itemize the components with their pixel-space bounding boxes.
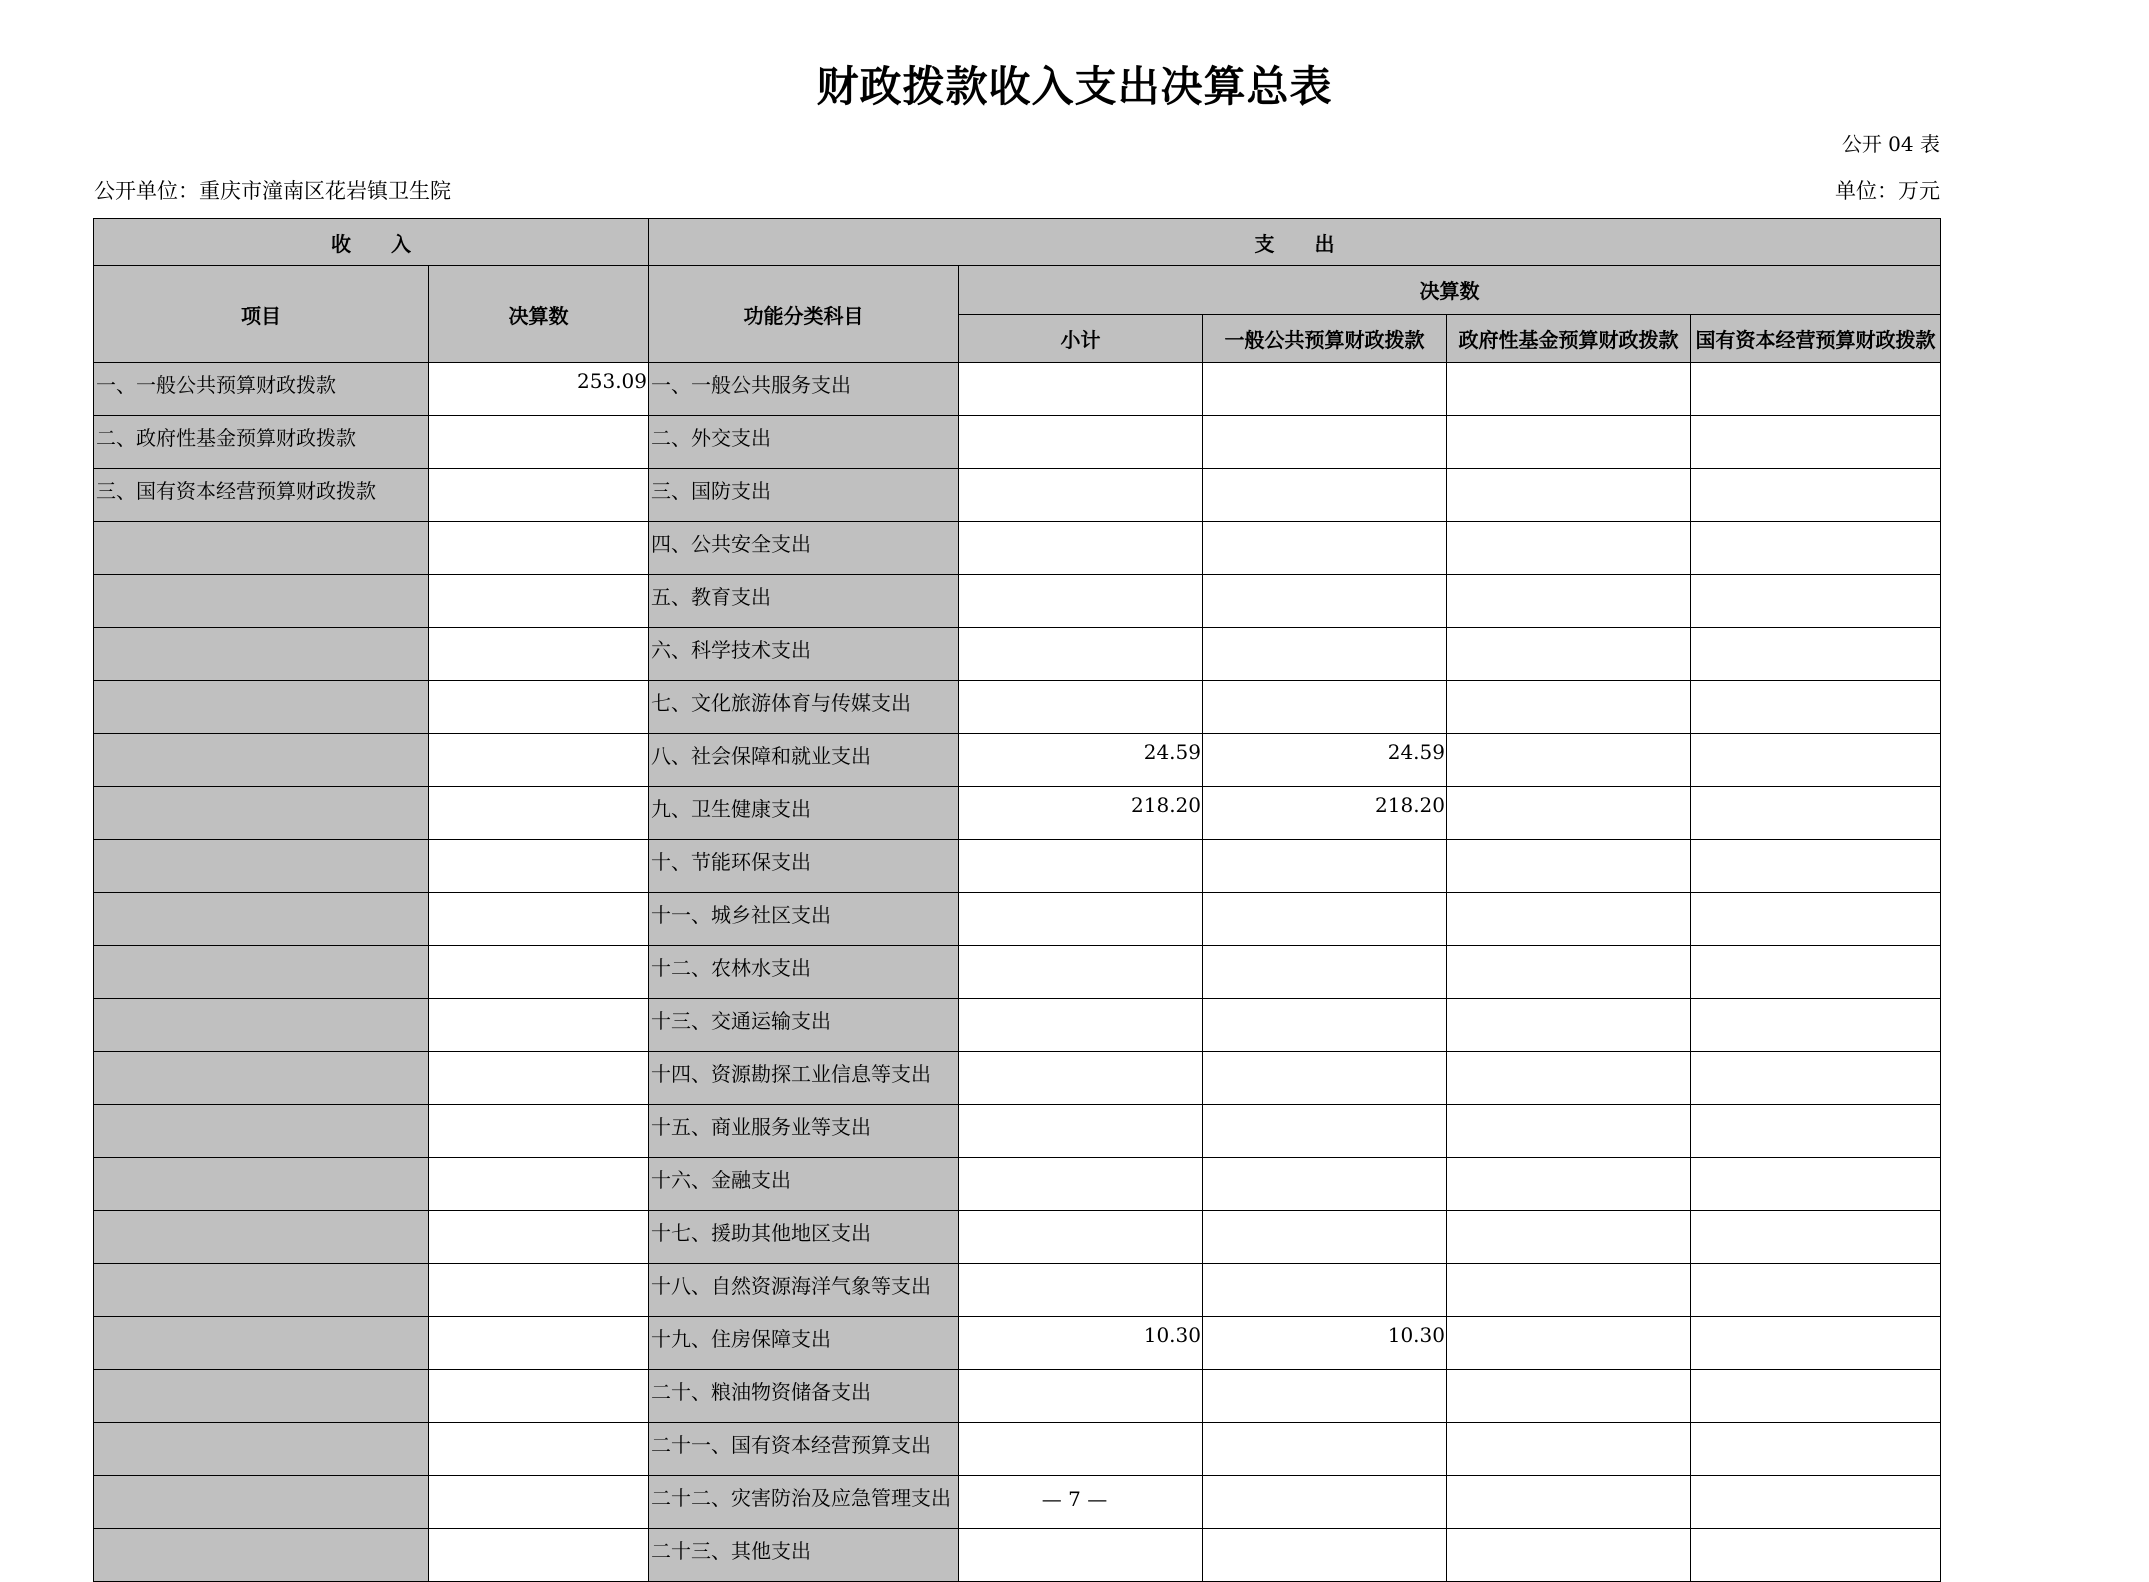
subtotal-cell <box>959 628 1203 681</box>
expense-header: 支 出 <box>649 219 1941 266</box>
income-value-cell <box>429 1211 649 1264</box>
state-capital-cell <box>1691 628 1941 681</box>
subtotal-cell <box>959 522 1203 575</box>
general-budget-cell <box>1203 946 1447 999</box>
subtotal-cell <box>959 1052 1203 1105</box>
state-capital-cell <box>1691 363 1941 416</box>
general-budget-cell <box>1203 469 1447 522</box>
income-item-cell <box>94 1370 429 1423</box>
income-item-cell <box>94 1105 429 1158</box>
subtotal-cell <box>959 1105 1203 1158</box>
general-budget-cell <box>1203 1211 1447 1264</box>
income-value-cell <box>429 469 649 522</box>
general-budget-cell <box>1203 893 1447 946</box>
general-budget-cell <box>1203 1423 1447 1476</box>
general-budget-cell <box>1203 1158 1447 1211</box>
expense-item-cell: 八、社会保障和就业支出 <box>649 734 959 787</box>
income-item-cell <box>94 522 429 575</box>
expense-amount-header: 决算数 <box>959 266 1941 315</box>
expense-item-cell: 十六、金融支出 <box>649 1158 959 1211</box>
subtotal-cell: 24.59 <box>959 734 1203 787</box>
general-budget-cell <box>1203 1370 1447 1423</box>
general-budget-cell <box>1203 416 1447 469</box>
income-item-cell <box>94 1317 429 1370</box>
table-row <box>94 1370 1941 1423</box>
table-row <box>94 1052 1941 1105</box>
table-row <box>94 1317 1941 1370</box>
subtotal-cell <box>959 681 1203 734</box>
gov-fund-header: 政府性基金预算财政拨款 <box>1447 314 1691 363</box>
subtotal-cell <box>959 1423 1203 1476</box>
income-value-cell <box>429 840 649 893</box>
income-item-cell: 一、一般公共预算财政拨款 <box>94 363 429 416</box>
income-amount-header: 决算数 <box>429 266 649 363</box>
income-item-cell <box>94 1052 429 1105</box>
income-item-cell <box>94 1158 429 1211</box>
general-budget-cell: 10.30 <box>1203 1317 1447 1370</box>
state-capital-cell <box>1691 1158 1941 1211</box>
gov-fund-cell <box>1447 1158 1691 1211</box>
table-row <box>94 363 1941 416</box>
table-row <box>94 1211 1941 1264</box>
income-value-cell <box>429 999 649 1052</box>
state-capital-cell <box>1691 893 1941 946</box>
gov-fund-cell <box>1447 893 1691 946</box>
state-capital-cell <box>1691 522 1941 575</box>
income-value-cell <box>429 893 649 946</box>
general-budget-cell <box>1203 1105 1447 1158</box>
gov-fund-cell <box>1447 1211 1691 1264</box>
general-budget-cell <box>1203 999 1447 1052</box>
state-capital-cell <box>1691 1105 1941 1158</box>
state-capital-cell <box>1691 999 1941 1052</box>
income-value-cell <box>429 1052 649 1105</box>
gov-fund-cell <box>1447 1423 1691 1476</box>
form-number: 公开 04 表 <box>1841 132 1940 156</box>
gov-fund-cell <box>1447 1052 1691 1105</box>
income-value-cell <box>429 628 649 681</box>
subtotal-cell <box>959 840 1203 893</box>
gov-fund-cell <box>1447 416 1691 469</box>
subtotal-cell <box>959 469 1203 522</box>
income-item-cell <box>94 575 429 628</box>
gov-fund-cell <box>1447 1529 1691 1582</box>
expense-item-cell: 二十、粮油物资储备支出 <box>649 1370 959 1423</box>
subtotal-cell <box>959 946 1203 999</box>
expense-item-cell: 十、节能环保支出 <box>649 840 959 893</box>
income-value-cell <box>429 1105 649 1158</box>
gov-fund-cell <box>1447 946 1691 999</box>
general-budget-cell: 218.20 <box>1203 787 1447 840</box>
page-title: 财政拨款收入支出决算总表 <box>816 62 1333 111</box>
table-row <box>94 628 1941 681</box>
expense-item-cell: 六、科学技术支出 <box>649 628 959 681</box>
expense-item-cell: 十二、农林水支出 <box>649 946 959 999</box>
state-capital-cell <box>1691 1370 1941 1423</box>
state-capital-cell <box>1691 469 1941 522</box>
table-body <box>94 363 1941 1582</box>
general-budget-cell <box>1203 840 1447 893</box>
table-row <box>94 840 1941 893</box>
income-value-cell <box>429 575 649 628</box>
state-capital-cell <box>1691 1423 1941 1476</box>
expense-item-cell: 四、公共安全支出 <box>649 522 959 575</box>
state-capital-cell <box>1691 1052 1941 1105</box>
income-value-cell: 253.09 <box>429 363 649 416</box>
subtotal-cell <box>959 363 1203 416</box>
gov-fund-cell <box>1447 469 1691 522</box>
page-number: — 7 — <box>1041 1487 1108 1511</box>
table-row <box>94 1105 1941 1158</box>
general-budget-cell <box>1203 363 1447 416</box>
table-row <box>94 416 1941 469</box>
expense-item-cell: 十四、资源勘探工业信息等支出 <box>649 1052 959 1105</box>
expense-item-cell: 二十三、其他支出 <box>649 1529 959 1582</box>
state-capital-header: 国有资本经营预算财政拨款 <box>1691 314 1941 363</box>
gov-fund-cell <box>1447 1264 1691 1317</box>
expense-item-cell: 十五、商业服务业等支出 <box>649 1105 959 1158</box>
general-budget-cell <box>1203 575 1447 628</box>
subtotal-cell <box>959 1264 1203 1317</box>
income-value-cell <box>429 681 649 734</box>
general-budget-cell <box>1203 1052 1447 1105</box>
general-budget-cell <box>1203 522 1447 575</box>
subtotal-cell <box>959 1211 1203 1264</box>
subtotal-cell <box>959 893 1203 946</box>
gov-fund-cell <box>1447 1370 1691 1423</box>
income-item-cell <box>94 681 429 734</box>
income-value-cell <box>429 522 649 575</box>
state-capital-cell <box>1691 416 1941 469</box>
subtotal-cell <box>959 416 1203 469</box>
table-row <box>94 946 1941 999</box>
table-row <box>94 1158 1941 1211</box>
budget-table <box>93 218 1941 1582</box>
state-capital-cell <box>1691 681 1941 734</box>
income-value-cell <box>429 787 649 840</box>
income-item-cell <box>94 840 429 893</box>
subtotal-cell <box>959 575 1203 628</box>
expense-item-cell: 十一、城乡社区支出 <box>649 893 959 946</box>
gov-fund-cell <box>1447 1317 1691 1370</box>
table-row <box>94 469 1941 522</box>
income-item-cell: 二、政府性基金预算财政拨款 <box>94 416 429 469</box>
function-category-header: 功能分类科目 <box>649 266 959 363</box>
subtotal-header: 小计 <box>959 314 1203 363</box>
income-item-cell <box>94 734 429 787</box>
state-capital-cell <box>1691 1317 1941 1370</box>
expense-item-cell: 七、文化旅游体育与传媒支出 <box>649 681 959 734</box>
income-item-cell <box>94 1264 429 1317</box>
income-value-cell <box>429 1317 649 1370</box>
income-item-cell <box>94 628 429 681</box>
table-row <box>94 999 1941 1052</box>
income-item-cell <box>94 893 429 946</box>
income-value-cell <box>429 1158 649 1211</box>
gov-fund-cell <box>1447 628 1691 681</box>
state-capital-cell <box>1691 946 1941 999</box>
reporting-unit: 公开单位：重庆市潼南区花岩镇卫生院 <box>94 179 451 203</box>
state-capital-cell <box>1691 1529 1941 1582</box>
gov-fund-cell <box>1447 840 1691 893</box>
income-value-cell <box>429 1370 649 1423</box>
gov-fund-cell <box>1447 1105 1691 1158</box>
item-header: 项目 <box>94 266 429 363</box>
expense-item-cell: 十三、交通运输支出 <box>649 999 959 1052</box>
table-row <box>94 575 1941 628</box>
general-budget-cell <box>1203 1264 1447 1317</box>
income-value-cell <box>429 416 649 469</box>
state-capital-cell <box>1691 787 1941 840</box>
expense-item-cell: 九、卫生健康支出 <box>649 787 959 840</box>
gov-fund-cell <box>1447 575 1691 628</box>
income-value-cell <box>429 1423 649 1476</box>
subtotal-cell <box>959 999 1203 1052</box>
general-budget-cell: 24.59 <box>1203 734 1447 787</box>
general-budget-header: 一般公共预算财政拨款 <box>1203 314 1447 363</box>
expense-item-cell: 三、国防支出 <box>649 469 959 522</box>
table-row <box>94 787 1941 840</box>
income-value-cell <box>429 1529 649 1582</box>
subtotal-cell <box>959 1158 1203 1211</box>
subtotal-cell <box>959 1529 1203 1582</box>
income-item-cell <box>94 1211 429 1264</box>
expense-item-cell: 十八、自然资源海洋气象等支出 <box>649 1264 959 1317</box>
income-header: 收 入 <box>94 219 649 266</box>
expense-item-cell: 二、外交支出 <box>649 416 959 469</box>
state-capital-cell <box>1691 1211 1941 1264</box>
income-value-cell <box>429 1264 649 1317</box>
table-row <box>94 522 1941 575</box>
gov-fund-cell <box>1447 681 1691 734</box>
gov-fund-cell <box>1447 999 1691 1052</box>
state-capital-cell <box>1691 840 1941 893</box>
gov-fund-cell <box>1447 522 1691 575</box>
subtotal-cell: 10.30 <box>959 1317 1203 1370</box>
expense-item-cell: 一、一般公共服务支出 <box>649 363 959 416</box>
expense-item-cell: 二十二、灾害防治及应急管理支出 <box>649 1476 959 1529</box>
income-value-cell <box>429 734 649 787</box>
table-row <box>94 1264 1941 1317</box>
subtotal-cell <box>959 1370 1203 1423</box>
gov-fund-cell <box>1447 734 1691 787</box>
table-row <box>94 734 1941 787</box>
table-row <box>94 1529 1941 1582</box>
table-row <box>94 681 1941 734</box>
income-value-cell <box>429 946 649 999</box>
expense-item-cell: 十七、援助其他地区支出 <box>649 1211 959 1264</box>
expense-item-cell: 五、教育支出 <box>649 575 959 628</box>
expense-item-cell: 二十一、国有资本经营预算支出 <box>649 1423 959 1476</box>
currency-unit: 单位：万元 <box>1835 179 1940 203</box>
expense-item-cell: 十九、住房保障支出 <box>649 1317 959 1370</box>
income-item-cell: 三、国有资本经营预算财政拨款 <box>94 469 429 522</box>
general-budget-cell <box>1203 1529 1447 1582</box>
subtotal-cell: 218.20 <box>959 787 1203 840</box>
state-capital-cell <box>1691 1264 1941 1317</box>
gov-fund-cell <box>1447 363 1691 416</box>
income-item-cell <box>94 946 429 999</box>
income-item-cell <box>94 1423 429 1476</box>
table-row <box>94 893 1941 946</box>
gov-fund-cell <box>1447 787 1691 840</box>
state-capital-cell <box>1691 575 1941 628</box>
state-capital-cell <box>1691 734 1941 787</box>
general-budget-cell <box>1203 628 1447 681</box>
general-budget-cell <box>1203 681 1447 734</box>
income-item-cell <box>94 1529 429 1582</box>
income-item-cell <box>94 787 429 840</box>
income-item-cell <box>94 999 429 1052</box>
table-row <box>94 1423 1941 1476</box>
